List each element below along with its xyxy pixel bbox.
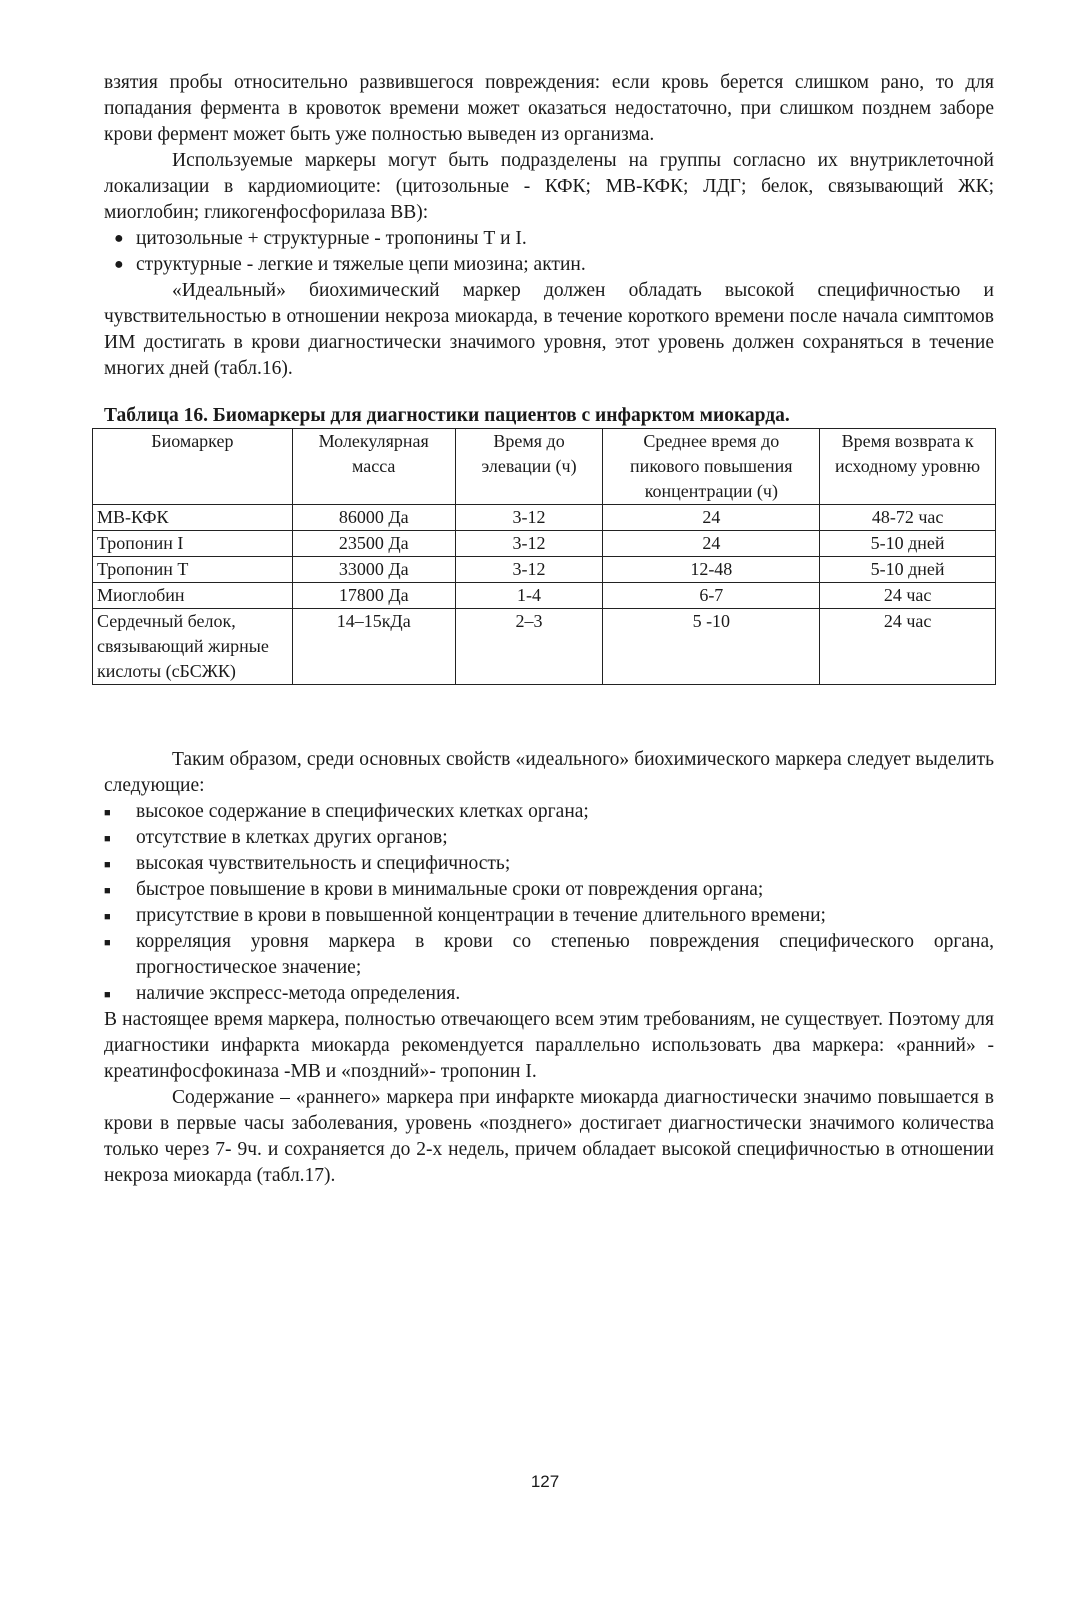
bullet-square-icon: ■ (104, 885, 111, 897)
bullet-dot-icon: ● (114, 256, 124, 273)
table-cell: 24 час (820, 583, 996, 609)
paragraph-2: Используемые маркеры могут быть подразделены на группы согласно их внутриклеточной локализации в кардиомиоците: (цитозольные - КФК; МВ-КФК; ЛДГ; белок, связывающий ЖК; миоглобин; гликогенфосфорилаза ВВ): (104, 150, 994, 223)
list-item: ■ отсутствие в клетках других органов; (104, 825, 994, 851)
table-cell: Сердечный белок, связывающий жирные кислоты (сБСЖК) (93, 609, 293, 685)
table-cell: Тропонин Т (93, 557, 293, 583)
table-cell: Миоглобин (93, 583, 293, 609)
bullet-square-icon: ■ (104, 833, 111, 845)
table-cell: Тропонин I (93, 531, 293, 557)
list-item: ■ быстрое повышение в крови в минимальные сроки от повреждения органа; (104, 877, 994, 903)
bullet-square-icon: ■ (104, 989, 111, 1001)
table-cell: 12-48 (603, 557, 820, 583)
table-cell: 3-12 (455, 531, 603, 557)
table-cell: 48-72 час (820, 505, 996, 531)
bullet-square-icon: ■ (104, 937, 111, 949)
table-row (93, 531, 996, 557)
table-cell: 5-10 дней (820, 557, 996, 583)
table-cell: 6-7 (603, 583, 820, 609)
table-cell: МВ-КФК (93, 505, 293, 531)
table-row (93, 557, 996, 583)
table-cell: 3-12 (455, 505, 603, 531)
list-item: ■ высокое содержание в специфических клетках органа; (104, 799, 994, 825)
column-header: Время возврата к исходному уровню (820, 429, 996, 505)
table-cell: 23500 Да (292, 531, 455, 557)
bullet-square-icon: ■ (104, 807, 111, 819)
column-header: Среднее время до пикового повышения концентрации (ч) (603, 429, 820, 505)
table-row (93, 583, 996, 609)
table-caption: Таблица 16. Биомаркеры для диагностики пациентов с инфарктом миокарда. (104, 405, 790, 426)
paragraph-4: Таким образом, среди основных свойств «идеального» биохимического маркера следует выделить следующие: (104, 749, 994, 796)
table-cell: 24 час (820, 609, 996, 685)
table-row (93, 609, 996, 685)
table-cell: 1-4 (455, 583, 603, 609)
paragraph-5: В настоящее время маркера, полностью отвечающего всем этим требованиям, не существует. Поэтому для диагностики инфаркта миокарда рекомендуется параллельно использовать два маркера: «ранний» - креатинфосфокиназа -МВ и «поздний»- тропонин I. (104, 1009, 994, 1082)
table-header-row (93, 429, 996, 505)
paragraph-6: Содержание – «раннего» маркера при инфаркте миокарда диагностически значимо повышается в крови в первые часы заболевания, уровень «позднего» достигает диагностически значимого количества только через 7- 9ч. и сохраняется до 2-х недель, причем обладает высокой специфичностью в отношении некроза миокарда (табл.17). (104, 1087, 994, 1186)
spacer (104, 685, 994, 747)
page-body (97, 70, 994, 1189)
bullet-list-properties (104, 799, 994, 1007)
list-item: ● цитозольные + структурные - тропонины Т и I. (104, 226, 994, 252)
table-cell: 33000 Да (292, 557, 455, 583)
column-header: Биомаркер (93, 429, 293, 505)
bullet-dot-icon: ● (114, 230, 124, 247)
table-cell: 14–15кДа (292, 609, 455, 685)
list-item: ● структурные - легкие и тяжелые цепи миозина; актин. (104, 252, 994, 278)
table-cell: 17800 Да (292, 583, 455, 609)
list-item: ■ корреляция уровня маркера в крови со степенью повреждения специфического органа, прогностическое значение; (104, 931, 994, 978)
list-item: ■ присутствие в крови в повышенной концентрации в течение длительного времени; (104, 903, 994, 929)
table-cell: 5 -10 (603, 609, 820, 685)
paragraph-3: «Идеальный» биохимический маркер должен обладать высокой специфичностью и чувствительностью в отношении некроза миокарда, в течение короткого времени после начала симптомов ИМ достигать в крови диагностически значимого уровня, этот уровень должен сохраняться в течение многих дней (табл.16). (104, 280, 994, 379)
table-row (93, 505, 996, 531)
table-cell: 86000 Да (292, 505, 455, 531)
list-item: ■ высокая чувствительность и специфичность; (104, 851, 994, 877)
column-header: Время до элевации (ч) (455, 429, 603, 505)
column-header: Молекулярная масса (292, 429, 455, 505)
bullet-square-icon: ■ (104, 911, 111, 923)
biomarkers-table (92, 428, 996, 685)
page-number: 127 (530, 1472, 560, 1491)
table-cell: 3-12 (455, 557, 603, 583)
bullet-square-icon: ■ (104, 859, 111, 871)
paragraph-1: взятия пробы относительно развившегося повреждения: если кровь берется слишком рано, то для попадания фермента в кровоток времени может оказаться недостаточно, при слишком позднем заборе крови фермент может быть уже полностью выведен из организма. (104, 72, 994, 145)
table-cell: 5-10 дней (820, 531, 996, 557)
bullet-list-localization (104, 226, 994, 278)
list-item: ■ наличие экспресс-метода определения. (104, 981, 994, 1007)
table-cell: 2–3 (455, 609, 603, 685)
table-cell: 24 (603, 505, 820, 531)
table-cell: 24 (603, 531, 820, 557)
